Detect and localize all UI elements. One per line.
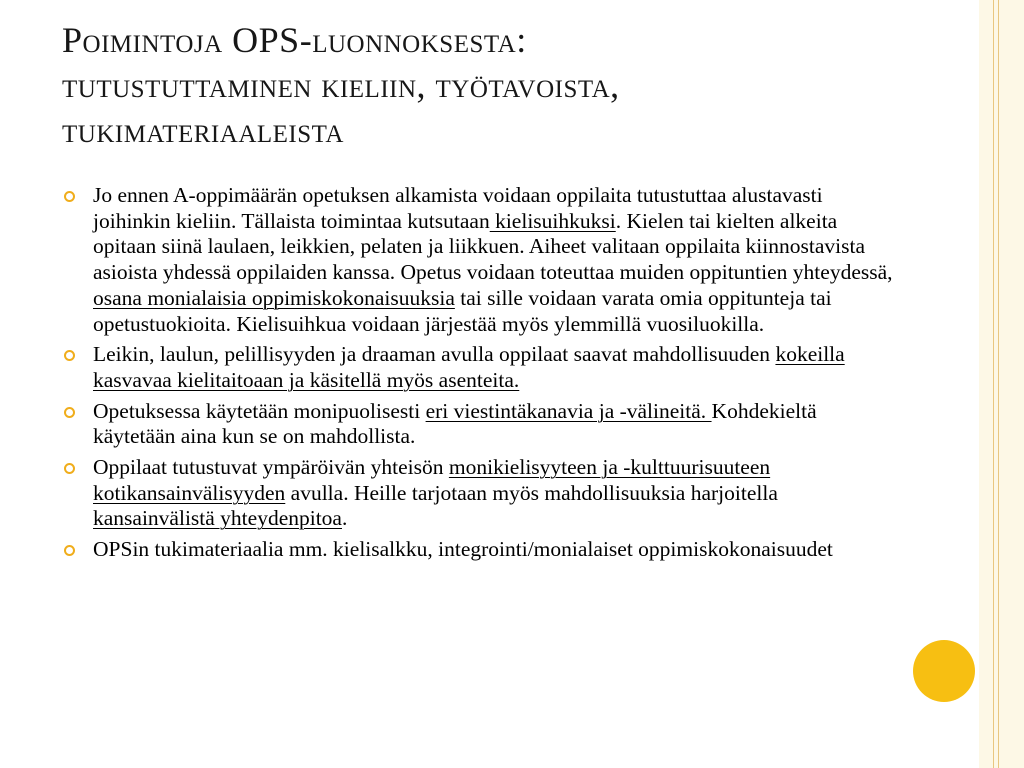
- bullet-ring-icon: [64, 191, 75, 202]
- bullet-item-monikielisyys: [62, 455, 902, 532]
- bullet-text: . Kielen tai kielten alkeita opitaan siinä laulaen, leikkien, pelaten ja liikkuen. Aiheet valitaan oppilaita kiinnostavista asioista yhdessä oppilaiden kanssa. Opetus voidaan toteuttaa muiden oppituntien yhteydessä,: [93, 208, 893, 285]
- bullet-text: Oppilaat tutustuvat ympäröivän yhteisön: [93, 455, 449, 480]
- bullet-text: Jo ennen A-oppimäärän opetuksen alkamista voidaan oppilaita tutustuttaa alustavasti joihinkin kieliin. Tällaista toimintaa kutsutaan: [93, 183, 823, 233]
- underlined-term: osana monialaisia oppimiskokonaisuuksia: [93, 285, 455, 310]
- bullet-text: avulla. Heille tarjotaan myös mahdollisuuksia harjoitella: [285, 480, 778, 505]
- title-line-2: tutustuttaminen kieliin, työtavoista,: [62, 65, 620, 105]
- bullet-item-tukimateriaali: [62, 537, 902, 563]
- bullet-item-kielisuihku: [62, 183, 902, 337]
- bullet-item-leikki: [62, 342, 902, 393]
- slide-title: [62, 18, 942, 153]
- bullet-item-viestintakanavat: [62, 399, 902, 450]
- bullet-text: tai sille voidaan varata omia oppitunteja tai opetustuokioita. Kielisuihkua voidaan järjestää myös ylemmillä vuosiluokilla.: [93, 285, 832, 336]
- bullet-ring-icon: [64, 545, 75, 556]
- bullet-text: OPSin tukimateriaalia mm. kielisalkku, integrointi/monialaiset oppimiskokonaisuudet: [93, 537, 833, 562]
- decorative-side-band: [979, 0, 1024, 768]
- underlined-term: monikielisyyteen ja -kulttuurisuuteen: [448, 455, 771, 480]
- bullet-ring-icon: [64, 463, 75, 474]
- underlined-term: kokeilla kasvavaa kielitaitoaan ja käsitellä myös asenteita.: [93, 342, 845, 392]
- bullet-ring-icon: [64, 350, 75, 361]
- bullet-text: Kohdekieltä käytetään aina kun se on mahdollista.: [93, 398, 817, 449]
- bullet-text: Leikin, laulun, pelillisyyden ja draaman avulla oppilaat saavat mahdollisuuden: [93, 342, 776, 367]
- underlined-term: kansainvälistä yhteydenpitoa: [93, 506, 342, 531]
- bullet-list: [62, 183, 902, 568]
- underlined-term: kotikansainvälisyyden: [93, 480, 286, 505]
- underlined-term: eri viestintäkanavia ja -välineitä.: [425, 398, 712, 423]
- decorative-band-line: [998, 0, 999, 768]
- decorative-yellow-circle: [913, 640, 975, 702]
- bullet-ring-icon: [64, 407, 75, 418]
- title-line-1: Poimintoja OPS-luonnoksesta:: [62, 20, 527, 60]
- bullet-text: Opetuksessa käytetään monipuolisesti: [93, 398, 426, 423]
- bullet-text: .: [341, 506, 348, 531]
- decorative-band-line: [993, 0, 994, 768]
- title-line-3: tukimateriaaleista: [62, 110, 344, 150]
- underlined-term: kielisuihkuksi: [489, 208, 616, 233]
